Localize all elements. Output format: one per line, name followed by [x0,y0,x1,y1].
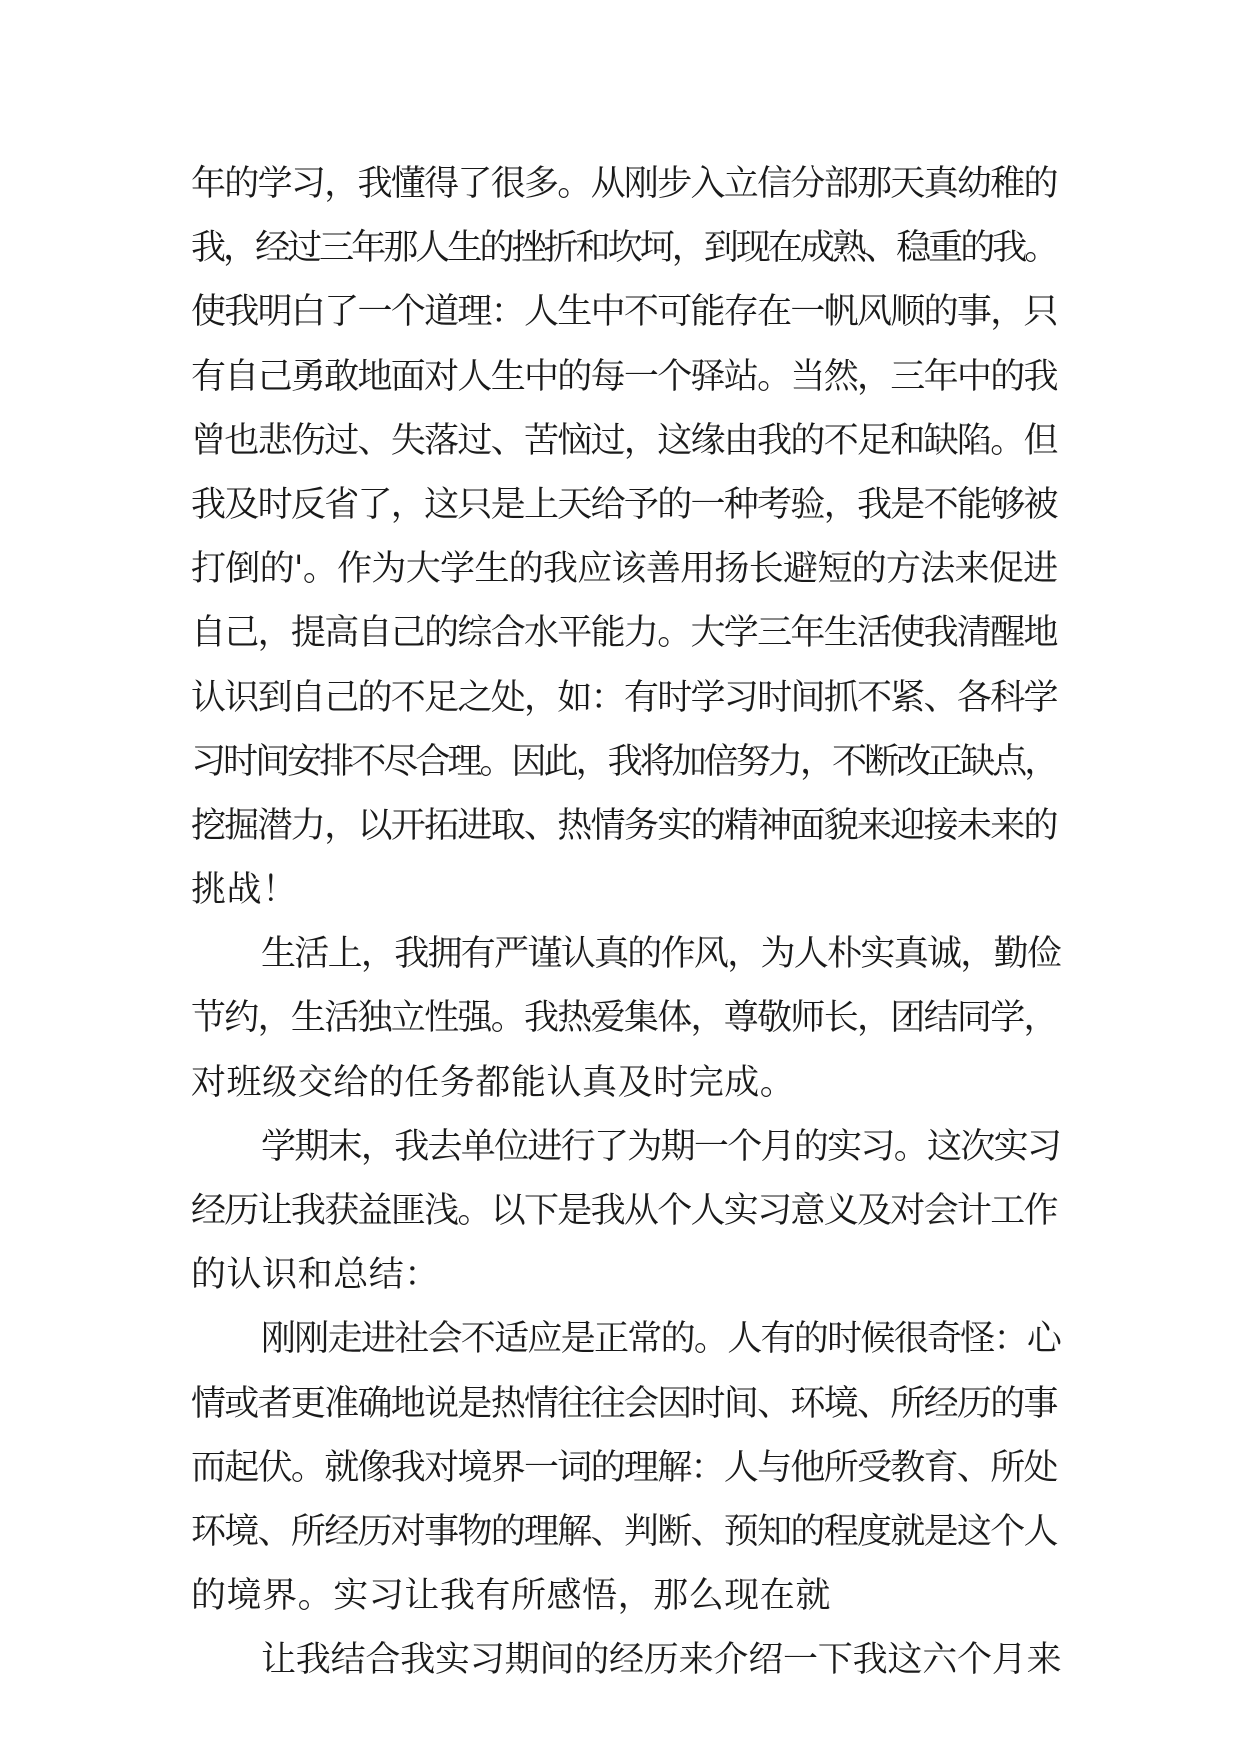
text-line: 的境界。实习让我有所感悟，那么现在就 [191,1576,831,1617]
paragraph-start-line: 让我结合我实习期间的经历来介绍一下我这六个月来 [261,1640,1062,1681]
text-line: 经历让我获益匪浅。以下是我从个人实习意义及对会计工作 [191,1191,1057,1231]
text-line: 的认识和总结： [191,1255,440,1296]
text-line: 年的学习，我懂得了很多。从刚步入立信分部那天真幼稚的 [191,164,1057,204]
text-line: 使我明白了一个道理：人生中不可能存在一帆风顺的事，只 [191,292,1057,333]
text-line: 节约，生活独立性强。我热爱集体，尊敬师长，团结同学， [191,998,1057,1039]
text-line: 曾也悲伤过、失落过、苦恼过，这缘由我的不足和缺陷。但 [191,420,1057,461]
text-line: 有自己勇敢地面对人生中的每一个驿站。当然，三年中的我 [191,356,1057,397]
text-line: 我，经过三年那人生的挫折和坎坷，到现在成熟、稳重的我。 [191,228,1057,269]
text-line: 打倒的'。作为大学生的我应该善用扬长避短的方法来促进 [191,549,1058,590]
text-line: 对班级交给的任务都能认真及时完成。 [191,1062,796,1103]
text-line: 我及时反省了，这只是上天给予的一种考验，我是不能够被 [191,484,1057,525]
text-line: 情或者更准确地说是热情往往会因时间、环境、所经历的事 [191,1383,1057,1424]
text-line: 挖掘潜力，以开拓进取、热情务实的精神面貌来迎接未来的 [191,805,1057,846]
paragraph-start-line: 刚刚走进社会不适应是正常的。人有的时候很奇怪：心 [261,1319,1061,1360]
text-line: 挑战！ [191,870,298,911]
text-line: 自己，提高自己的综合水平能力。大学三年生活使我清醒地 [191,613,1057,654]
text-line: 环境、所经历对事物的理解、判断、预知的程度就是这个人 [191,1511,1057,1552]
paragraph-start-line: 生活上，我拥有严谨认真的作风，为人朴实真诚，勤俭 [261,934,1061,975]
body-text [191,152,1061,1693]
text-line: 认识到自己的不足之处，如：有时学习时间抓不紧、各科学 [191,677,1057,718]
text-line: 而起伏。就像我对境界一词的理解：人与他所受教育、所处 [191,1447,1057,1488]
paragraph-start-line: 学期末，我去单位进行了为期一个月的实习。这次实习 [261,1126,1061,1167]
text-line: 习时间安排不尽合理。因此，我将加倍努力，不断改正缺点， [191,741,1057,782]
